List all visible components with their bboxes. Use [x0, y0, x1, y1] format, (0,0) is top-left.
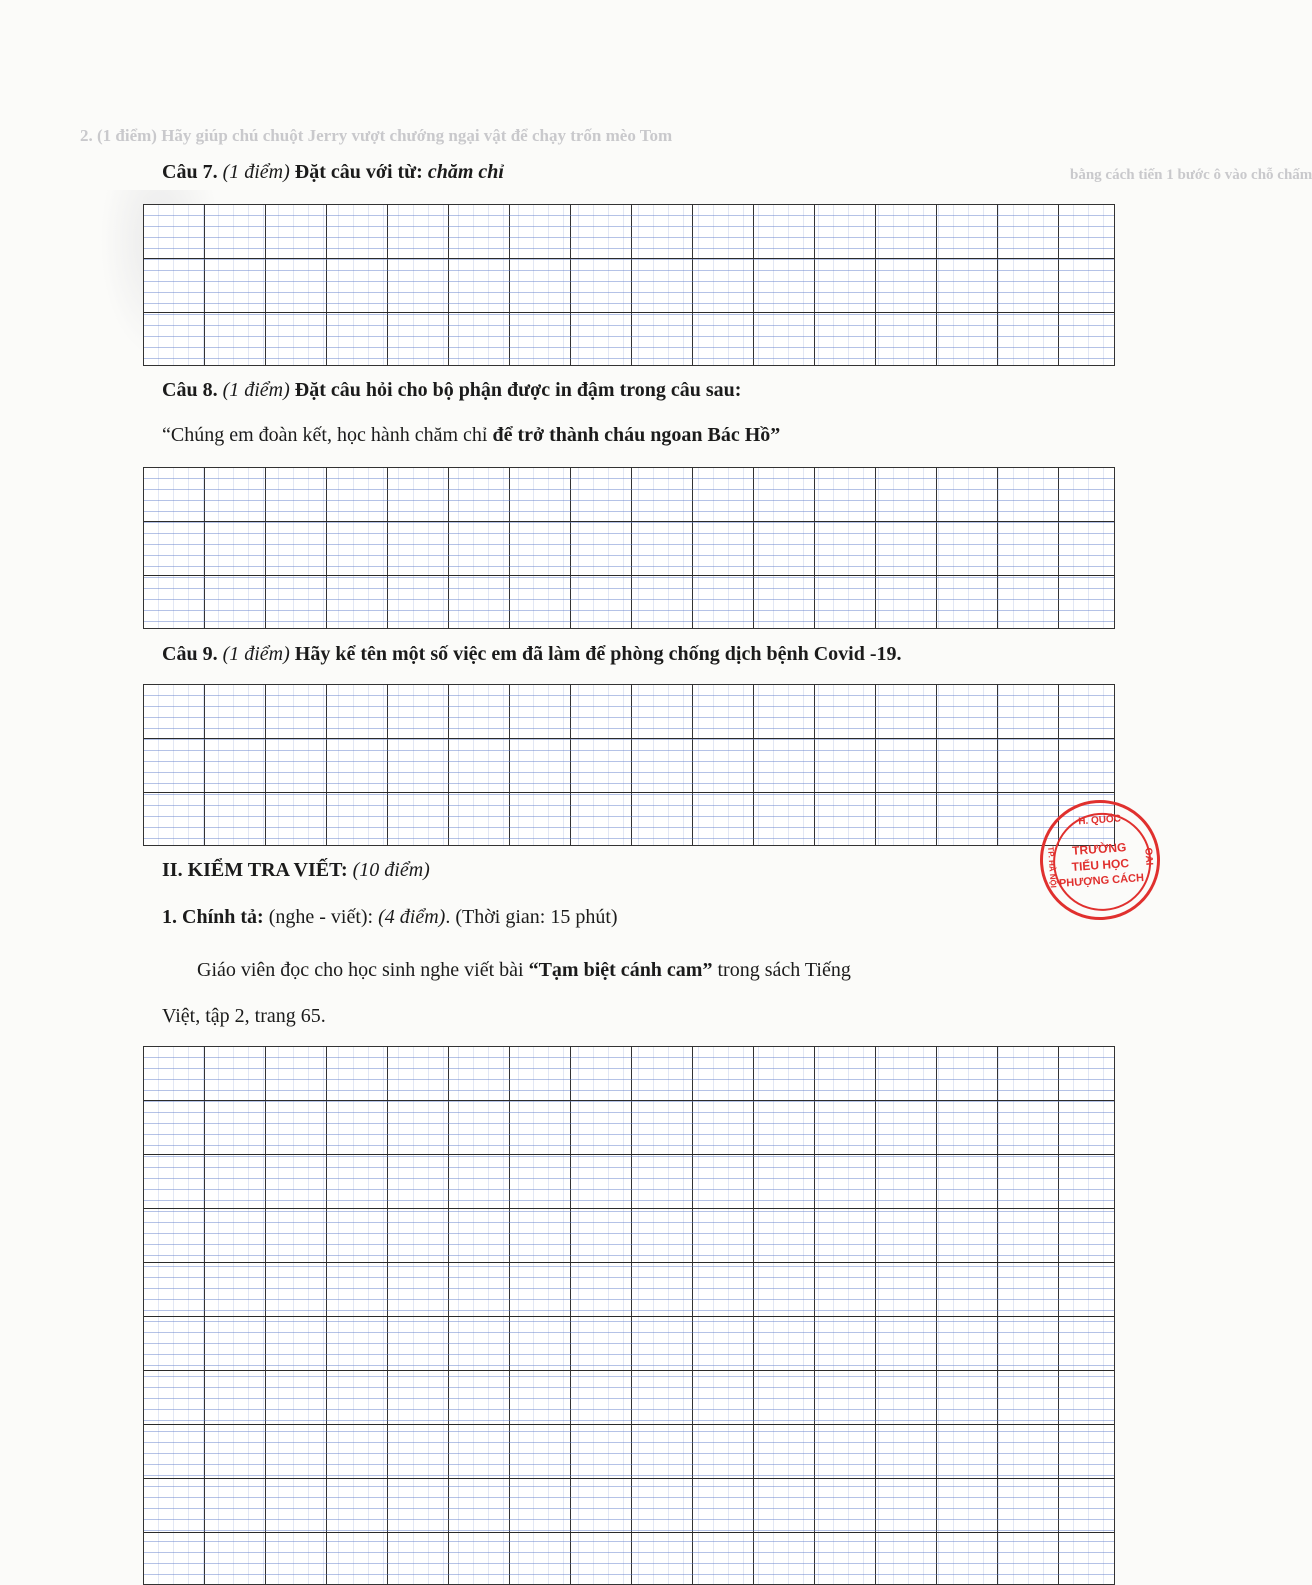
bleed-through-text-2: bằng cách tiến 1 bước ô vào chỗ chấm [1070, 167, 1312, 183]
dictation-writing-grid[interactable] [143, 1046, 1115, 1585]
dictation-time: . (Thời gian: 15 phút) [445, 906, 618, 928]
q8-quote-bold: để trở thành cháu ngoan Bác Hồ” [492, 424, 781, 446]
dictation-line1-start: Giáo viên đọc cho học sinh nghe viết bài [197, 959, 524, 981]
stamp-ring-side: TP. HÀ NỘI [1045, 846, 1058, 889]
q7-points: (1 điểm) [222, 161, 290, 183]
dictation-mode: (nghe - viết): [268, 906, 374, 928]
dictation-line1-end: trong sách Tiếng [717, 959, 851, 981]
q7-prompt: Đặt câu với từ: [294, 161, 423, 183]
q8-prefix: Câu 8. [162, 379, 218, 401]
q7-word: chăm chỉ [427, 161, 504, 183]
bleed-through-text-1: 2. (1 điểm) Hãy giúp chú chuột Jerry vượt chướng ngại vật để chạy trốn mèo Tom [80, 126, 673, 145]
dictation-instruction-2: Việt, tập 2, trang 65. [162, 1005, 326, 1027]
q8-prompt: Đặt câu hỏi cho bộ phận được in đậm trong câu sau: [294, 379, 742, 401]
stamp-line-1: TRƯỜNG [1071, 840, 1127, 858]
q9-prompt: Hãy kể tên một số việc em đã làm để phòng chống dịch bệnh Covid -19. [294, 643, 902, 665]
q8-quote-start: “Chúng em đoàn kết, học hành chăm chỉ [162, 424, 488, 446]
question-9 [162, 642, 902, 666]
section-2-heading [162, 858, 430, 882]
dictation-points: (4 điểm) [378, 906, 446, 928]
dictation-title: 1. Chính tả: [162, 906, 264, 928]
question-8 [162, 378, 741, 402]
dictation-heading [162, 905, 618, 929]
q8-quote [162, 423, 780, 447]
dictation-instruction-1 [197, 958, 851, 982]
q9-points: (1 điểm) [222, 643, 290, 665]
q7-answer-grid[interactable] [143, 204, 1115, 366]
stamp-ring-right: OAI [1142, 847, 1155, 866]
stamp-line-2: TIỂU HỌC [1071, 856, 1130, 874]
q8-points: (1 điểm) [222, 379, 290, 401]
stamp-ring-top: H. QUỐC [1077, 813, 1122, 828]
q8-answer-grid[interactable] [143, 467, 1115, 629]
question-7 [162, 160, 504, 184]
section-2-title: II. KIỂM TRA VIẾT: [162, 859, 348, 881]
q9-prefix: Câu 9. [162, 643, 218, 665]
q9-answer-grid[interactable] [143, 684, 1115, 846]
q7-prefix: Câu 7. [162, 161, 218, 183]
stamp-line-3: PHƯỢNG CÁCH [1058, 871, 1145, 890]
dictation-lesson-title: “Tạm biệt cánh cam” [528, 959, 713, 981]
section-2-points: (10 điểm) [352, 859, 430, 881]
